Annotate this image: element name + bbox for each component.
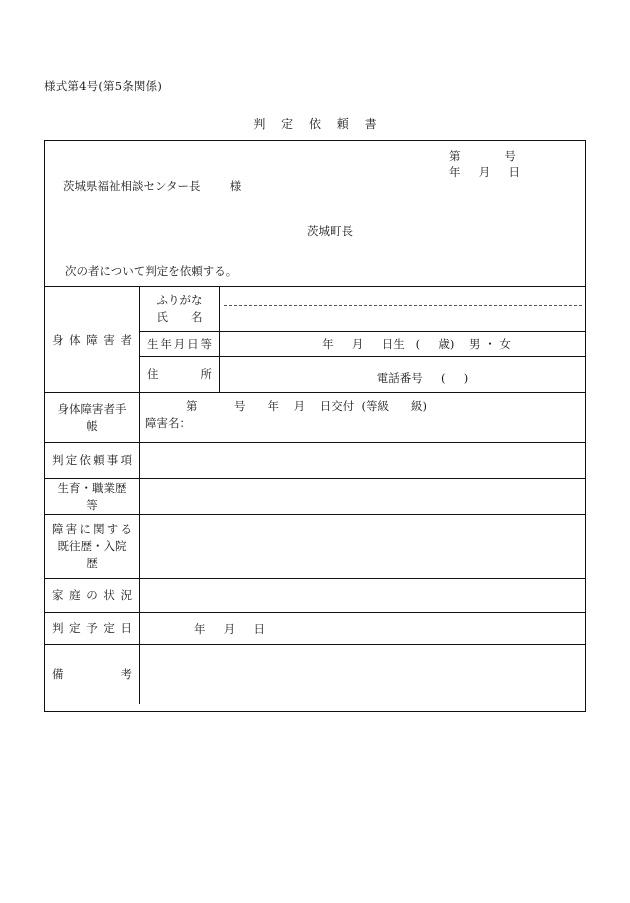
history-input-cell[interactable] — [140, 479, 585, 514]
furigana-label: ふりがな — [156, 293, 203, 307]
row-label-remarks — [45, 645, 140, 704]
subrow-label-name — [140, 287, 220, 331]
person-body — [140, 287, 585, 392]
row-label-request-items — [45, 443, 140, 478]
birthdate-label: 生年月日等 — [147, 336, 212, 351]
table-row-certificate — [45, 392, 585, 442]
medical-history-input-cell[interactable] — [140, 515, 585, 578]
subrow-address — [140, 356, 585, 392]
furigana-divider — [224, 305, 582, 306]
document-number-block — [449, 148, 569, 180]
form-number: 様式第4号(第5条関係) — [44, 79, 163, 93]
document-date-line: 年 月 日 — [449, 165, 521, 179]
subrow-birthdate — [140, 331, 585, 356]
medical-history-label-line1: 障害に関する — [52, 522, 132, 536]
certificate-number-line: 第 号 年 月 日交付 (等級 級) — [186, 399, 427, 413]
issuer: 茨城町長 — [307, 224, 353, 238]
row-label-certificate — [45, 393, 140, 442]
telephone-value: 電話番号 ( ) — [376, 371, 469, 385]
subrow-name — [140, 287, 585, 331]
row-label-request-items-text: 判定依頼事項 — [52, 453, 132, 467]
row-label-person-text: 身体障害者 — [52, 332, 132, 347]
schedule-date-value: 年 月 日 — [194, 621, 266, 636]
row-label-family — [45, 579, 140, 612]
form-header — [45, 141, 585, 286]
name-label: 氏名 — [156, 310, 203, 324]
table-row-person — [45, 286, 585, 392]
schedule-input-cell[interactable] — [140, 613, 585, 644]
certificate-input-cell[interactable] — [140, 393, 585, 442]
remarks-input-cell[interactable] — [140, 645, 585, 704]
row-label-schedule-text: 判定予定日 — [52, 621, 132, 635]
subrow-label-birthdate — [140, 332, 220, 356]
table-row-remarks — [45, 644, 585, 704]
row-label-schedule — [45, 613, 140, 644]
form-rows — [45, 286, 585, 711]
table-row-request-items — [45, 442, 585, 478]
birthdate-value: 年 月 日生 ( 歳) 男 ・ 女 — [322, 337, 511, 351]
row-label-person — [45, 287, 140, 392]
disability-name-label: 障害名： — [145, 416, 191, 430]
medical-history-label-line2: 既往歴・入院歴 — [57, 539, 127, 570]
row-label-history-text: 生育・職業歴等 — [57, 480, 127, 512]
row-label-remarks-text: 備考 — [52, 667, 132, 681]
request-items-input-cell[interactable] — [140, 443, 585, 478]
table-row-schedule — [45, 612, 585, 644]
row-label-certificate-text: 身体障害者手帳 — [57, 401, 127, 433]
birthdate-input-cell[interactable] — [220, 332, 585, 356]
row-label-medical-history — [45, 515, 140, 578]
request-form-table — [44, 140, 586, 712]
table-row-medical-history — [45, 514, 585, 578]
page-title: 判 定 依 頼 書 — [253, 117, 383, 131]
document-number-line: 第 号 — [449, 149, 516, 163]
subrow-label-address — [140, 357, 220, 392]
row-label-history — [45, 479, 140, 514]
table-row-history — [45, 478, 585, 514]
family-input-cell[interactable] — [140, 579, 585, 612]
address-input-cell[interactable] — [220, 357, 585, 392]
row-label-family-text: 家庭の状況 — [52, 588, 132, 602]
name-input-cell[interactable] — [220, 287, 585, 331]
lead-sentence: 次の者について判定を依頼する。 — [65, 264, 238, 278]
table-row-family — [45, 578, 585, 612]
addressee: 茨城県福祉相談センター長 様 — [63, 179, 242, 193]
address-label: 住所 — [147, 367, 212, 381]
